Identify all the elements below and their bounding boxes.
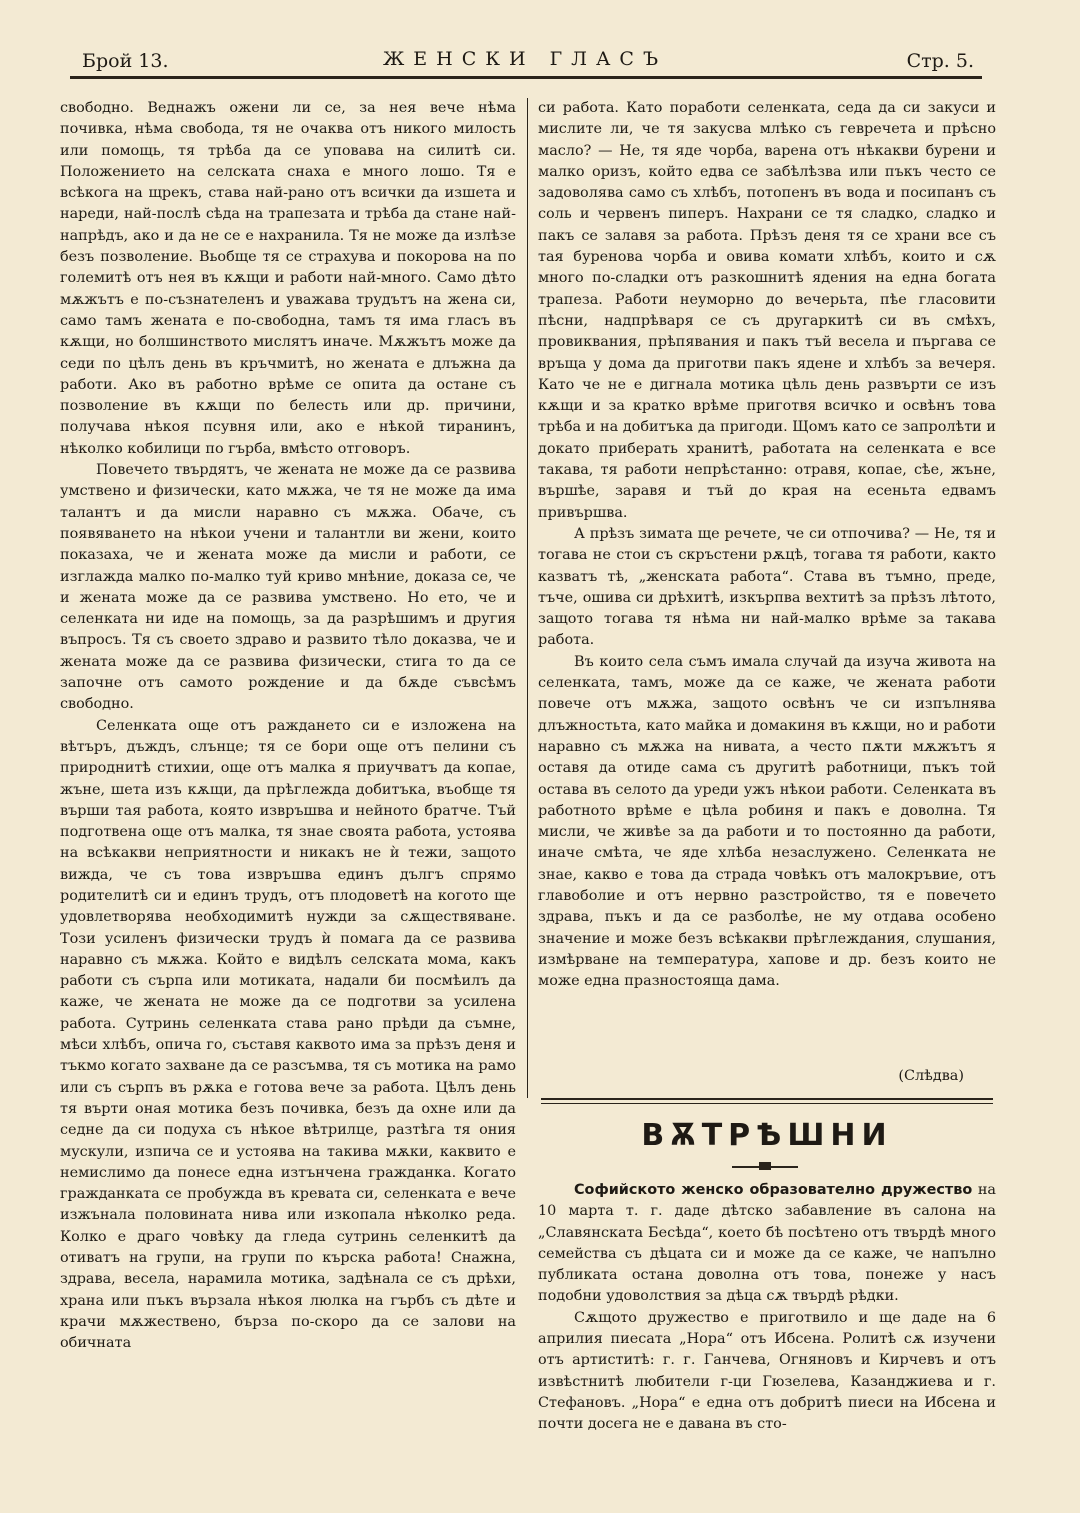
- page-number: Стр. 5.: [906, 50, 974, 72]
- issue-number: Брой 13.: [82, 50, 169, 72]
- column-divider: [527, 98, 528, 1098]
- header-rule: [70, 76, 982, 79]
- page-header: [70, 44, 980, 78]
- paragraph: свободно. Веднажъ ожени ли се, за нея вече нѣма почивка, нѣма свобода, тя не очаква отъ никого милость или помощь, тя трѣба да се уповава на силитѣ си. Положението на селската снаха е много лошо. Тя е всѣкога на щрекъ, става най-рано отъ всички да изшета и нареди, най-послѣ сѣда на трапезата и трѣба да стане най-напрѣдъ, ако и да не се е нахранила. Тя не може да излѣзе безъ позволение. Вьобще тя се страхува и покорова на по големитѣ отъ нея въ кѫщи и работи най-много. Само дѣто мѫжътъ е по-съзнателенъ и уважава трудътъ на жена си, само тамъ жената е по-свободна, тамъ тя има гласъ въ кѫщи, но болшинството мислятъ иначе. Мѫжътъ може да седи по цѣлъ день въ кръчмитѣ, но жената е длъжна да работи. Ако въ работно врѣме се опита да остане съ позволение въ кѫщи по белесть или др. причини, получава нѣкоя псувня или, ако е нѣкой тиранинъ, нѣколко кобилици по гърба, вмѣсто отговоръ.: [60, 100, 516, 457]
- section-rule: [541, 1098, 993, 1100]
- paragraph: А прѣзъ зимата ще речете, че си отпочива? — Не, тя и тогава не стои съ скръстени рѫцѣ, тогава тя работи, както казватъ тѣ, „женската работа“. Става въ тъмно, преде, тъче, ошива си дрѣхитѣ, изкърпва вехтитѣ за прѣзъ лѣтото, защото тогава тя нѣма ни най-малко врѣме за такава работа.: [538, 525, 996, 649]
- left-column: [60, 98, 516, 1498]
- heading-ornament-dot: [759, 1162, 771, 1170]
- paragraph: Повечето твърдятъ, че жената не може да се развива умствено и физически, като мѫжа, че тя не може да има талантъ и да мисли наравно съ мѫжа. Обаче, съ появяването на нѣкои учени и талантли ви жени, които показаха, че и жената може да мисли и работи, се изглажда малко по-малко туй криво мнѣние, доказа се, че и жената може да се развива умствено. Но ето, че и селенката ни иде на помощь, за да разрѣшимъ и другия въпросъ. Тя съ своето здраво и развито тѣло доказва, че и жената може да се развива физически, стига то да се започне отъ самото рождение и да бѫде съвсѣмъ свободно.: [60, 462, 516, 713]
- paragraph: си работа. Като поработи селенката, седа да си закуси и мислите ли, че тя закусва млѣко съ гевречета и прѣсно масло? — Не, тя яде чорба, варена отъ нѣкакви бурени и малко оризъ, който едва се забѣлѣзва или пъкъ често се задоволява само съ хлѣбъ, потопенъ въ вода и посипанъ съ соль и червенъ пиперъ. Нахрани се тя сладко, сладко и пакъ се залавя за работа. Прѣзъ деня тя се храни все съ тая буренова чорба и овива комати хлѣбъ, които и сѫ много по-сладки отъ разкошнитѣ ядения на една богата трапеза. Работи неуморно до вечерьта, пѣе гласовити пѣсни, надпрѣваря се съ другаркитѣ си въ смѣхъ, провиквания, прѣпявания и пакъ тъй весела и пъргава се връща у дома да приготви пакъ ядене и хлѣбъ за вечеря. Като че не е дигнала мотика цѣль день развърти се изъ кѫщи и за кратко врѣме приготвя всичко и освѣнъ това трѣба и на добитъка да пригоди. Щомъ като се запролѣти и докато приберать хранитѣ, работата на селенката е все такава, тя работи непрѣстанно: отравя, копае, сѣе, жъне, вършѣе, заравя и тъй до края на есеньта едвамъ привършва.: [538, 100, 996, 521]
- news-lead-text: на 10 марта т. г. даде дѣтско забавление въ салона на „Славянската Бесѣда“, което бѣ посѣтено отъ твърдѣ много семейства съ дѣцата си и може да се каже, че напълно публиката остана доволна отъ това, понеже у насъ подобни удоволствия за дѣца сѫ твърдѣ рѣдки.: [538, 1182, 996, 1305]
- news-lead: Софийското женско образователно дружество: [574, 1182, 973, 1198]
- section-heading: ВѪТРѢШНИ: [641, 1118, 893, 1153]
- paragraph: Селенката още отъ раждането си е изложена на вѣтъръ, дъждъ, слънце; тя се бори още отъ пелини съ природнитѣ стихии, още отъ малка я приучватъ да копае, жъне, шета изъ кѫщи, да прѣглежда добитъка, въобще тя върши тая работа, която извръшва и нейното братче. Тъй подготвена още отъ малка, тя знае своята работа, устоява на всѣкакви неприятности и никакъ не ѝ тежи, защото вижда, че съ това извръшва единъ дългъ спрямо родителитѣ си и единъ трудъ, отъ плодоветѣ на когото ще удовлетворява необходимитѣ нужди за сѫществяване. Този усиленъ физически трудъ ѝ помага да се развива наравно съ мѫжа. Който е видѣлъ селската мома, какъ работи съ сърпа или мотиката, надали би посмѣилъ да каже, че жената не може да се подготви за усилена работа. Сутринь селенката става рано прѣди да съмне, мѣси хлѣбъ, опича го, съставя каквото има за прѣзъ деня и тъкмо когато захване да се разсъмва, тя съ мотика на рамо или съ сърпъ въ рѫка е готова вече за работа. Цѣлъ день тя върти оная мотика безъ почивка, безъ да охне или да седне да си подуха съ нѣкое вѣтрилце, разтѣга тя ония мускули, изпича се и устоява на такива мѫки, каквито е немислимо да понесе една изтънчена гражданка. Когато гражданката се пробужда въ кревата си, селенката е вече изжънала половината нива или изкопала нѣколко реда. Колко е драго човѣку да гледа сутринь селенкитѣ да отиватъ на групи, на групи по кърска работа! Снажна, здрава, весела, нарамила мотика, задѣнала се съ дрѣхи, храна или пъкъ вързала нѣкоя люлка на гърбъ съ дѣте и крачи мѫжествено, бърза по-скоро да се залови на обичната: [60, 717, 516, 1352]
- section-rule-thin: [541, 1103, 993, 1104]
- news-section: [538, 1180, 996, 1436]
- paragraph: Въ които села съмъ имала случай да изуча живота на селенката, тамъ, може да се каже, че жената работи повече отъ мѫжа, защото освѣнъ че си изпълнява длъжностьта, като майка и домакиня въ кѫщи, но и работи наравно съ мѫжа на нивата, а често пѫти мѫжътъ я оставя да отиде сама съ другитѣ работници, пъкъ той остава въ селото да уреди ужъ нѣкои работи. Селенката въ работното врѣме е цѣла робиня и пакъ е доволна. Тя мисли, че живѣе за да работи и то постоянно да работи, иначе смѣта, че яде хлѣба незаслужено. Селенката не знае, какво е това да страда човѣкъ отъ малокръвие, отъ главоболие и отъ нервно разстройство, тя е повечето здрава, пъкъ и да се разболѣе, не му отдава особено значение и може безъ всѣкакви прѣглеждания, слушания, измѣрване на температура, хапове и др. безъ които не може една празностояща дама.: [538, 653, 996, 990]
- newspaper-title: ЖЕНСКИ ГЛАСЪ: [382, 48, 668, 70]
- news-item: [538, 1180, 996, 1308]
- news-item: Сѫщото дружество е приготвило и ще даде на 6 априлия пиесата „Нора“ отъ Ибсена. Ролитѣ сѫ изучени отъ артиститѣ: г. г. Ганчева, Огняновъ и Кирчевъ и отъ извѣстнитѣ любители г-ци Гюзелева, Казанджиева и г. Стефановъ. „Нора“ е една отъ добритѣ пиеси на Ибсена и почти досега не е давана въ сто-: [538, 1309, 996, 1433]
- continued-note: (Слѣдва): [898, 1068, 964, 1084]
